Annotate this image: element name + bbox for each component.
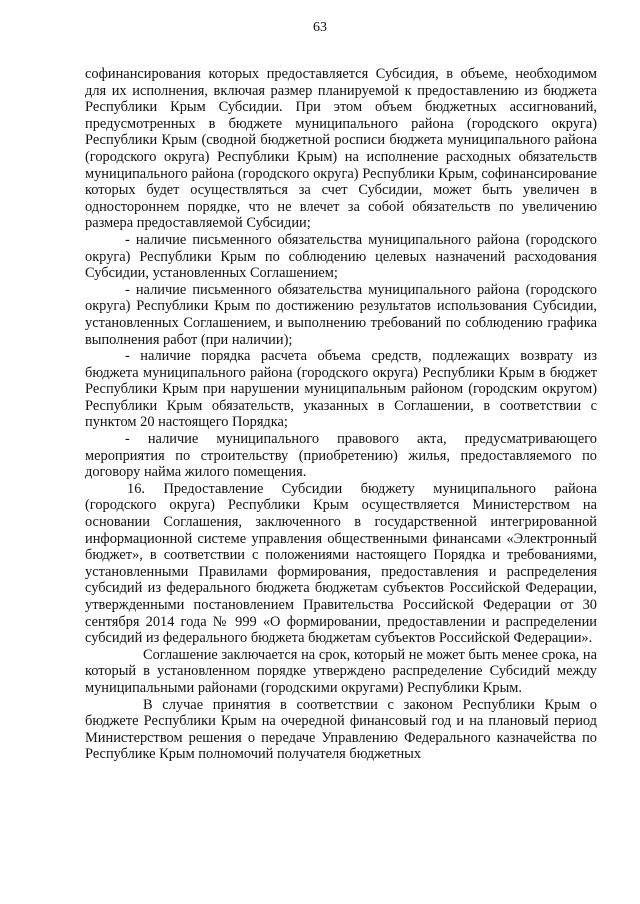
list-item-municipal-act: - наличие муниципального правового акта, предусматривающего мероприятия по строительству (приобретению) жилья, предоставляемого по договору найма жилого помещения. <box>85 431 597 481</box>
page-number: 63 <box>313 20 327 35</box>
list-item-written-obligation-results: - наличие письменного обязательства муниципального района (городского округа) Республики Крым по достижению результатов использования Субсидии, установленных Соглашением, и выполнению требований по соблюдению графика выполнения работ (при наличии); <box>85 281 597 348</box>
paragraph-treasury-transfer: В случае принятия в соответствии с законом Республики Крым о бюджете Республики Крым на очередной финансовый год и на плановый период Министерством решения о передаче Управлению Федерального казначейства по Республике Крым полномочий получателя бюджетных <box>85 696 597 763</box>
list-item-refund-procedure: - наличие порядка расчета объема средств, подлежащих возврату из бюджета муниципального района (городского округа) Республики Крым в бюджет Республики Крым при нарушении муниципальным районом (городским округом) Республики Крым обязательств, указанных в Соглашении, в соответствии с пунктом 20 настоящего Порядка; <box>85 348 597 431</box>
paragraph-agreement-term: Соглашение заключается на срок, который не может быть менее срока, на который в установленном порядке утверждено распределение Субсидий между муниципальными районами (городскими округами) Республики Крым. <box>85 646 597 696</box>
list-item-written-obligation-targets: - наличие письменного обязательства муниципального района (городского округа) Республики Крым по соблюдению целевых назначений расходования Субсидии, установленных Соглашением; <box>85 231 597 282</box>
document-body <box>85 66 597 763</box>
paragraph-item-16: 16. Предоставление Субсидии бюджету муниципального района (городского округа) Республики Крым осуществляется Министерством на основании Соглашения, заключенного в государственной интегрированной информационной системе управления общественными финансами «Электронный бюджет», в соответствии с положениями настоящего Порядка и требованиями, установленными Правилами формирования, предоставления и распределения субсидий из федерального бюджета бюджетам субъектов Российской Федерации, утвержденными постановлением Правительства Российской Федерации от 30 сентября 2014 года № 999 «О формировании, предоставлении и распределении субсидий из федерального бюджета бюджетам субъектов Российской Федерации». <box>85 480 597 647</box>
paragraph-continuation: софинансирования которых предоставляется Субсидия, в объеме, необходимом для их исполнения, включая размер планируемой к предоставлению из бюджета Республики Крым Субсидии. При этом объем бюджетных ассигнований, предусмотренных в бюджете муниципального района (городского округа) Республики Крым (сводной бюджетной росписи бюджета муниципального района (городского округа) Республики Крым) на исполнение расходных обязательств муниципального района (городского округа) Республики Крым, софинансирование которых будет осуществляться за счет Субсидии, может быть увеличен в одностороннем порядке, что не влечет за собой обязательств по увеличению размера предоставляемой Субсидии; <box>85 66 597 232</box>
